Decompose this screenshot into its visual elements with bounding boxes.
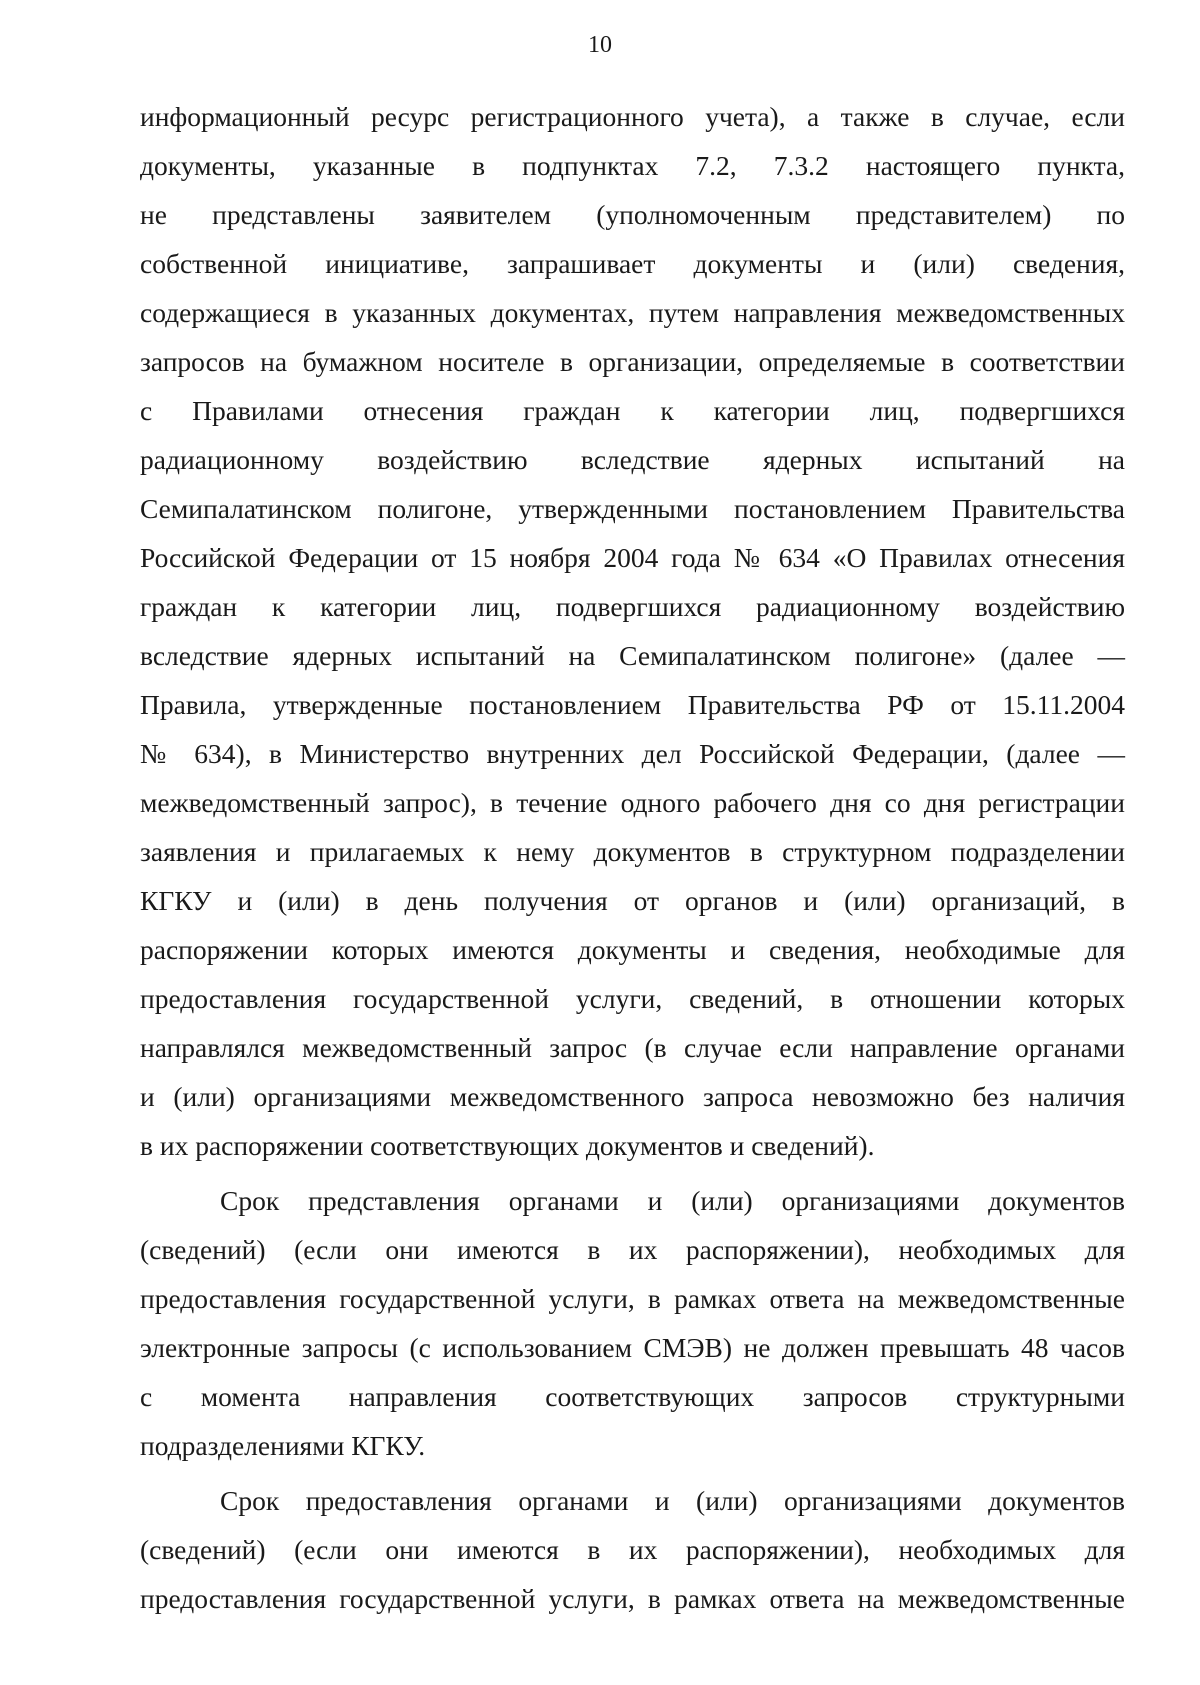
text-line: граждан к категории лиц, подвергшихся радиационному воздействию <box>140 591 1125 622</box>
text-line: содержащиеся в указанных документах, путем направления межведомственных <box>140 297 1125 328</box>
text-line: электронные запросы (с использованием СМЭВ) не должен превышать 48 часов <box>140 1332 1125 1363</box>
text-line: документы, указанные в подпунктах 7.2, 7.3.2 настоящего пункта, <box>140 150 1125 181</box>
text-line: в их распоряжении соответствующих документов и сведений). <box>140 1130 875 1161</box>
text-line: и (или) организациями межведомственного запроса невозможно без наличия <box>140 1081 1125 1112</box>
document-body <box>140 92 1125 1623</box>
text-line: (сведений) (если они имеются в их распоряжении), необходимых для <box>140 1534 1125 1565</box>
text-line: подразделениями КГКУ. <box>140 1430 426 1461</box>
text-line: запросов на бумажном носителе в организации, определяемые в соответствии <box>140 346 1125 377</box>
text-line: с момента направления соответствующих запросов структурными <box>140 1381 1125 1412</box>
text-line: радиационному воздействию вследствие ядерных испытаний на <box>140 444 1125 475</box>
paragraph-2 <box>140 1176 1125 1470</box>
text-line: заявления и прилагаемых к нему документов в структурном подразделении <box>140 836 1125 867</box>
page-number: 10 <box>588 32 612 58</box>
text-line: не представлены заявителем (уполномоченным представителем) по <box>140 199 1125 230</box>
text-line: предоставления государственной услуги, сведений, в отношении которых <box>140 983 1125 1014</box>
text-line: вследствие ядерных испытаний на Семипалатинском полигоне» (далее — <box>140 640 1125 671</box>
text-line: информационный ресурс регистрационного учета), а также в случае, если <box>140 101 1125 132</box>
text-line: (сведений) (если они имеются в их распоряжении), необходимых для <box>140 1234 1125 1265</box>
text-line: предоставления государственной услуги, в рамках ответа на межведомственные <box>140 1283 1125 1314</box>
text-line: межведомственный запрос), в течение одного рабочего дня со дня регистрации <box>140 787 1125 818</box>
text-line: распоряжении которых имеются документы и сведения, необходимые для <box>140 934 1125 965</box>
text-line: с Правилами отнесения граждан к категории лиц, подвергшихся <box>140 395 1125 426</box>
text-line: предоставления государственной услуги, в рамках ответа на межведомственные <box>140 1583 1125 1614</box>
text-line: № 634), в Министерство внутренних дел Российской Федерации, (далее — <box>140 738 1125 769</box>
text-line: Семипалатинском полигоне, утвержденными постановлением Правительства <box>140 493 1125 524</box>
text-line: Правила, утвержденные постановлением Правительства РФ от 15.11.2004 <box>140 689 1125 720</box>
text-line: КГКУ и (или) в день получения от органов и (или) организаций, в <box>140 885 1125 916</box>
text-line: Срок предоставления органами и (или) организациями документов <box>220 1485 1125 1516</box>
text-line: Российской Федерации от 15 ноября 2004 года № 634 «О Правилах отнесения <box>140 542 1125 573</box>
text-line: собственной инициативе, запрашивает документы и (или) сведения, <box>140 248 1125 279</box>
text-line: Срок представления органами и (или) организациями документов <box>220 1185 1125 1216</box>
paragraph-3 <box>140 1476 1125 1623</box>
paragraph-1 <box>140 92 1125 1170</box>
text-line: направлялся межведомственный запрос (в случае если направление органами <box>140 1032 1125 1063</box>
